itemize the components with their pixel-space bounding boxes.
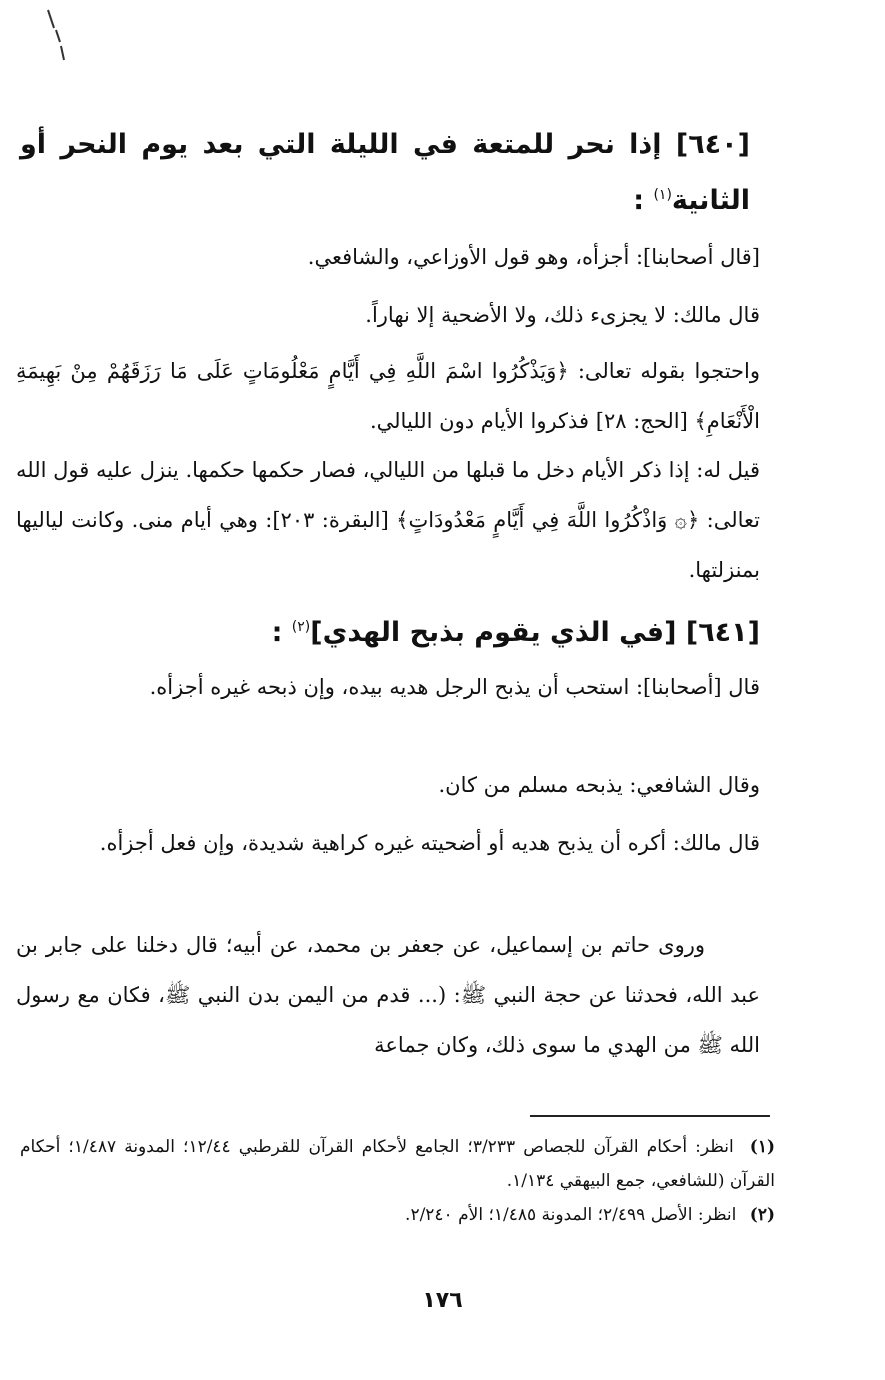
footnote-item [20,1130,775,1198]
section-number: [٦٤١] [685,617,760,648]
paragraph: قال مالك: أكره أن يذبح هديه أو أضحيته غيره كراهية شديدة، وإن فعل أجزأه. [99,831,760,855]
paragraph: وقال الشافعي: يذبحه مسلم من كان. [438,773,760,797]
paragraph: قال [أصحابنا]: استحب أن يذبح الرجل هديه بيده، وإن ذبحه غيره أجزأه. [149,675,760,699]
section-641-heading [20,602,760,658]
heading-colon: : [271,617,283,648]
paragraph: وروى حاتم بن إسماعيل، عن جعفر بن محمد، عن أبيه؛ قال دخلنا على جابر بن عبد الله، فحدثنا عن حجة النبي ﷺ: (... قدم من اليمن بدن النبي ﷺ، فكان مع رسول الله ﷺ من الهدي ما سوى ذلك، وكان جماعة [16,933,760,1057]
footnote-ref: (٢) [291,619,311,635]
footnote-number: (١) [749,1137,776,1157]
heading-colon: : [633,185,645,216]
footnote-divider [530,1115,770,1117]
footnote-number: (٢) [749,1205,775,1225]
paragraph: قيل له: إذا ذكر الأيام دخل ما قبلها من الليالي، فصار حكمها حكمها. ينزل عليه قول الله تعالى: ﴿۞ وَاذْكُرُوا اللَّهَ فِي أَيَّامٍ مَعْدُودَاتٍ﴾ [البقرة: ٢٠٣]: وهي أيام منى. وكانت لياليها بمنزلتها. [16,458,760,582]
margin-mark-icon [44,6,68,64]
footnotes [20,1130,775,1232]
section-title: إذا نحر للمتعة في الليلة التي بعد يوم النحر أو الثانية [20,129,750,216]
footnote-text: انظر: أحكام القرآن للجصاص ٣/٢٣٣؛ الجامع لأحكام القرآن للقرطبي ١٢/٤٤؛ المدونة ١/٤٨٧؛ أحكام القرآن (للشافعي، جمع البيهقي ١/١٣٤. [20,1137,775,1191]
footnote-item [20,1198,775,1232]
section-number: [٦٤٠] [675,129,750,160]
footnote-text: انظر: الأصل ٢/٤٩٩؛ المدونة ١/٤٨٥؛ الأم ٢/٢٤٠. [405,1205,737,1225]
paragraph: قال مالك: لا يجزىء ذلك، ولا الأضحية إلا نهاراً. [365,303,760,327]
paragraph: [قال أصحابنا]: أجزأه، وهو قول الأوزاعي، والشافعي. [307,245,760,269]
paragraph: واحتجوا بقوله تعالى: ﴿وَيَذْكُرُوا اسْمَ اللَّهِ فِي أَيَّامٍ مَعْلُومَاتٍ عَلَى مَا رَزَقَهُمْ مِنْ بَهِيمَةِ الْأَنْعَامِ﴾ [الحج: ٢٨] فذكروا الأيام دون الليالي. [16,359,760,433]
footnote-ref: (١) [653,187,672,203]
section-640-heading [20,120,750,226]
section-title: [في الذي يقوم بذبح الهدي] [310,617,677,648]
page-number: ١٧٦ [422,1288,463,1313]
